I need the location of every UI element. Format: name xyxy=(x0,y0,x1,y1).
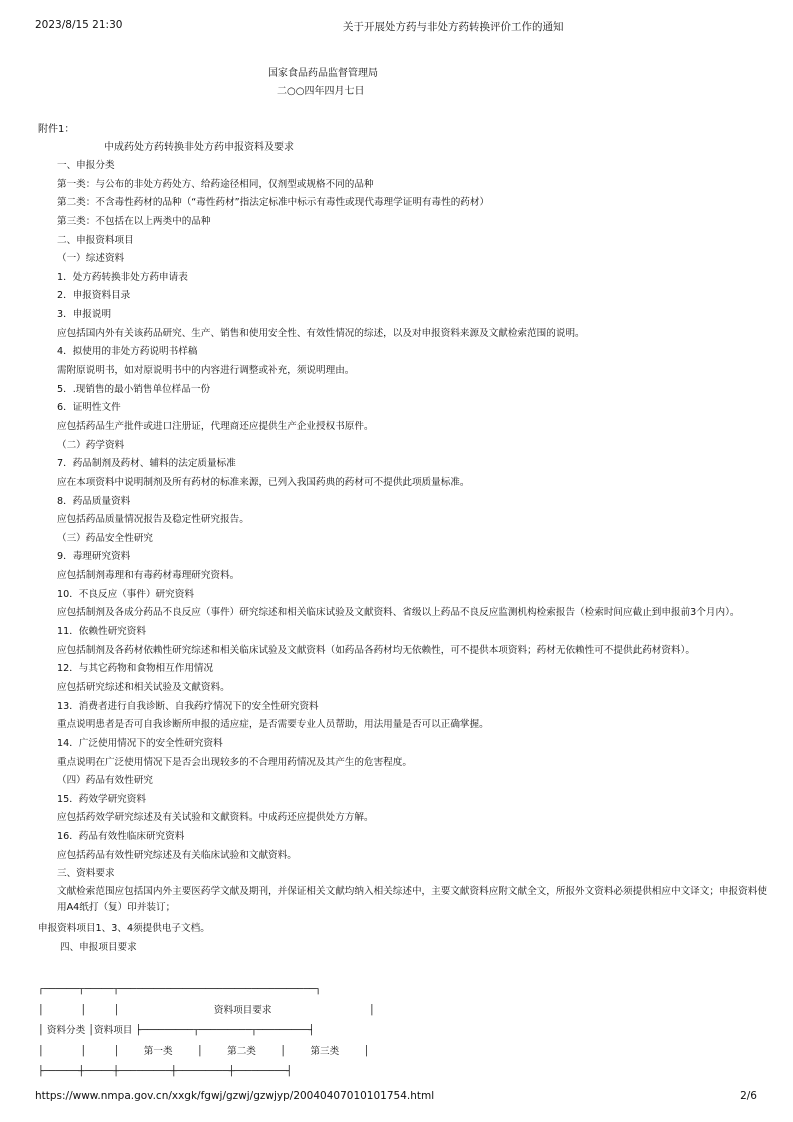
item-title: 6．证明性文件 xyxy=(57,402,121,414)
issuer: 国家食品药品监督管理局 xyxy=(268,68,378,79)
section-heading: 三、资料要求 xyxy=(57,868,115,880)
item-title: 11．依赖性研究资料 xyxy=(57,626,146,638)
body-line: 重点说明在广泛使用情况下是否会出现较多的不合理用药情况及其产生的危害程度。 xyxy=(57,756,412,768)
item-title: 9．毒理研究资料 xyxy=(57,551,131,563)
table-row: │ │ │ 资料项目要求 │ xyxy=(38,1004,375,1016)
item-title: 14．广泛使用情况下的安全性研究资料 xyxy=(57,737,223,749)
body-line: 应包括制剂及各成分药品不良反应（事件）研究综述和相关临床试验及文献资料、省级以上药品不良反应监测机构检索报告（检索时间应截止到申报前3个月内）。 xyxy=(57,607,740,619)
body-line: 第一类：与公布的非处方药处方、给药途径相同，仅剂型或规格不同的品种 xyxy=(57,178,374,190)
electronic-note: 申报资料项目1、3、4须提供电子文档。 xyxy=(38,922,210,934)
page-url: https://www.nmpa.gov.cn/xxgk/fgwj/gzwj/gzwjyp/20040407010101754.html xyxy=(35,1090,435,1102)
document-body xyxy=(38,157,769,957)
subsection-heading: （一）综述资料 xyxy=(57,253,125,265)
body-line: 应包括国内外有关该药品研究、生产、销售和使用安全性、有效性情况的综述，以及对申报资料来源及文献检索范围的说明。 xyxy=(57,327,585,339)
body-line: 应在本项资料中说明制剂及所有药材的标准来源，已列入我国药典的药材可不提供此项质量标准。 xyxy=(57,476,470,488)
requirements-paragraph: 文献检索范围应包括国内外主要医药学文献及期刊，并保证相关文献均纳入相关综述中，主要文献资料应附文献全文，所报外文资料必须提供相应中文译文；申报资料使用A4纸打（复）印并装订； xyxy=(57,885,767,914)
item-title: 8．药品质量资料 xyxy=(57,495,131,507)
section-heading: 二、申报资料项目 xyxy=(57,234,134,246)
subsection-heading: （三）药品安全性研究 xyxy=(57,532,153,544)
page-number: 2/6 xyxy=(740,1090,757,1102)
item-title: 10．不良反应（事件）研究资料 xyxy=(57,588,194,600)
item-title: 16．药品有效性临床研究资料 xyxy=(57,831,185,843)
item-title: 7．药品制剂及药材、辅料的法定质量标准 xyxy=(57,458,236,470)
table-row: │ 资料分类 │资料项目 ├─────────┬─────────┬─────────┤ xyxy=(38,1025,315,1036)
body-line: 应包括药品生产批件或进口注册证，代理商还应提供生产企业授权书原件。 xyxy=(57,420,374,432)
body-line: 第二类：不含毒性药材的品种（“毒性药材”指法定标准中标示有毒性或现代毒理学证明有毒性的药材） xyxy=(57,197,490,209)
subsection-heading: （二）药学资料 xyxy=(57,439,125,451)
print-datetime: 2023/8/15 21:30 xyxy=(35,19,123,31)
requirements-table xyxy=(38,980,375,1083)
item-title: 4．拟使用的非处方药说明书样稿 xyxy=(57,346,198,358)
body-line: 应包括药品质量情况报告及稳定性研究报告。 xyxy=(57,514,249,526)
page-title: 关于开展处方药与非处方药转换评价工作的通知 xyxy=(343,21,564,33)
body-line: 需附原说明书，如对原说明书中的内容进行调整或补充，须说明理由。 xyxy=(57,365,355,377)
item-title: 3．申报说明 xyxy=(57,309,112,321)
subsection-heading: （四）药品有效性研究 xyxy=(57,775,153,787)
body-line: 应包括研究综述和相关试验及文献资料。 xyxy=(57,681,230,693)
body-line: 应包括制剂及各药材依赖性研究综述和相关临床试验及文献资料（如药品各药材均无依赖性，可不提供本项资料；药材无依赖性可不提供此药材资料）。 xyxy=(57,644,695,656)
attachment-label: 附件1： xyxy=(38,124,75,135)
document-title: 中成药处方药转换非处方药申报资料及要求 xyxy=(104,142,294,153)
body-line: 重点说明患者是否可自我诊断所申报的适应症，是否需要专业人员帮助，用法用量是否可以正确掌握。 xyxy=(57,719,489,731)
table-row: │ │ │ 第一类 │ 第二类 │ 第三类 │ xyxy=(38,1045,370,1057)
section-heading: 一、申报分类 xyxy=(57,160,115,171)
body-line: 应包括药品有效性研究综述及有关临床试验和文献资料。 xyxy=(57,849,297,861)
table-row: ├──────┼─────┼─────────┼─────────┼─────────┤ xyxy=(38,1066,293,1077)
item-title: 15．药效学研究资料 xyxy=(57,793,146,805)
item-title: 1．处方药转换非处方药申请表 xyxy=(57,271,188,283)
body-line: 应包括制剂毒理和有毒药材毒理研究资料。 xyxy=(57,570,240,582)
table-row: ┌──────┬─────┬──────────────────────────────────┐ xyxy=(38,984,322,995)
issue-date: 二○○四年四月七日 xyxy=(277,86,365,97)
section-heading: 四、申报项目要求 xyxy=(60,941,137,953)
body-line: 第三类：不包括在以上两类中的品种 xyxy=(57,215,211,227)
body-line: 应包括药效学研究综述及有关试验和文献资料。中成药还应提供处方方解。 xyxy=(57,812,374,824)
item-title: 12．与其它药物和食物相互作用情况 xyxy=(57,663,214,675)
item-title: 2．申报资料目录 xyxy=(57,290,131,302)
item-title: 13．消费者进行自我诊断、自我药疗情况下的安全性研究资料 xyxy=(57,700,319,712)
item-title: 5．.现销售的最小销售单位样品一份 xyxy=(57,383,211,395)
